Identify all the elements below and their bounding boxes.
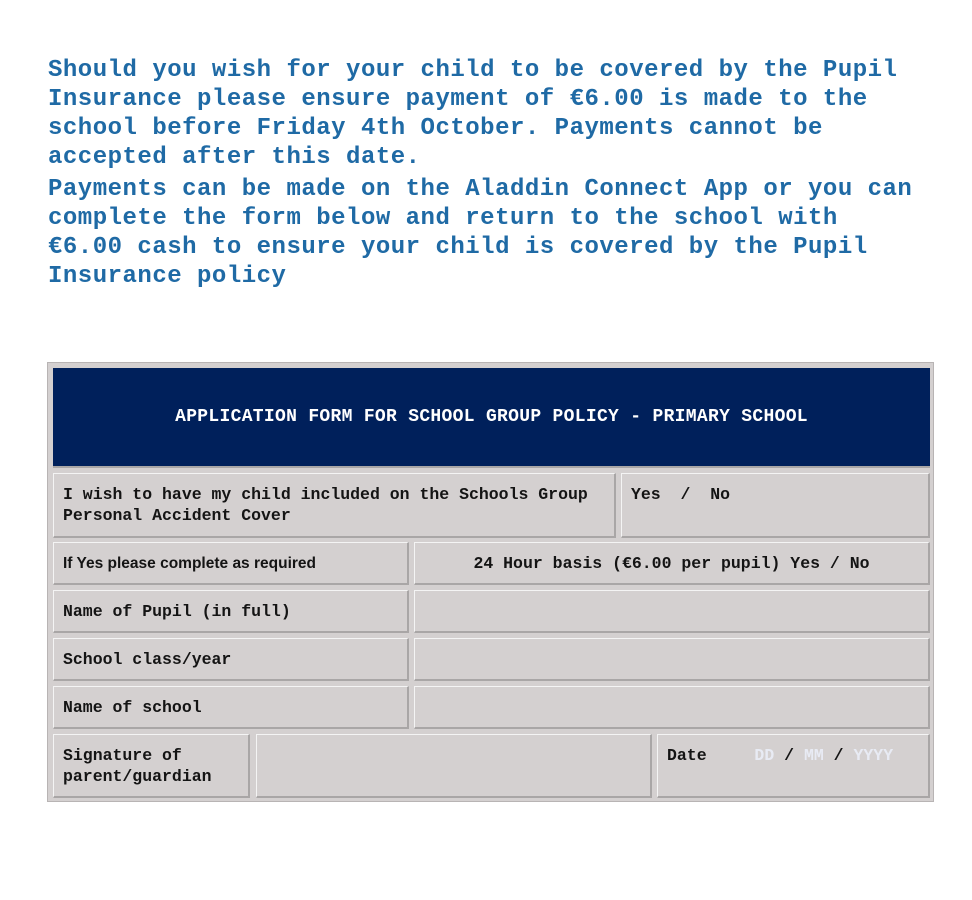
date-label: Date [667,746,707,765]
school-name-field[interactable] [414,686,930,729]
date-field[interactable] [657,734,930,798]
intro-text [48,56,958,291]
basis-yes-no[interactable]: 24 Hour basis (€6.00 per pupil) Yes / No [414,542,930,585]
date-month[interactable]: MM [803,746,824,765]
pupil-name-label: Name of Pupil (in full) [53,590,409,633]
pupil-name-field[interactable] [414,590,930,633]
include-cover-label: I wish to have my child included on the Schools Group Personal Accident Cover [53,473,616,538]
intro-paragraph-deadline: Should you wish for your child to be covered by the Pupil Insurance please ensure payment of €6.00 is made to the school before Friday 4th October. Payments cannot be accepted after this date. [48,57,898,171]
date-separator-2: / [833,746,844,765]
class-year-field[interactable] [414,638,930,681]
signature-field[interactable] [256,734,652,798]
school-name-label: Name of school [53,686,409,729]
date-year[interactable]: YYYY [853,746,894,765]
application-form [47,362,934,802]
intro-paragraph-payment-options: Payments can be made on the Aladdin Connect App or you can complete the form below and return to the school with €6.00 cash to ensure your child is covered by the Pupil Insurance policy [48,176,913,290]
date-day[interactable]: DD [754,746,775,765]
form-title: APPLICATION FORM FOR SCHOOL GROUP POLICY - PRIMARY SCHOOL [53,368,930,468]
include-cover-yes-no[interactable]: Yes / No [621,473,930,538]
if-yes-label: If Yes please complete as required [53,542,409,585]
date-separator-1: / [784,746,795,765]
class-year-label: School class/year [53,638,409,681]
signature-label: Signature of parent/guardian [53,734,250,798]
